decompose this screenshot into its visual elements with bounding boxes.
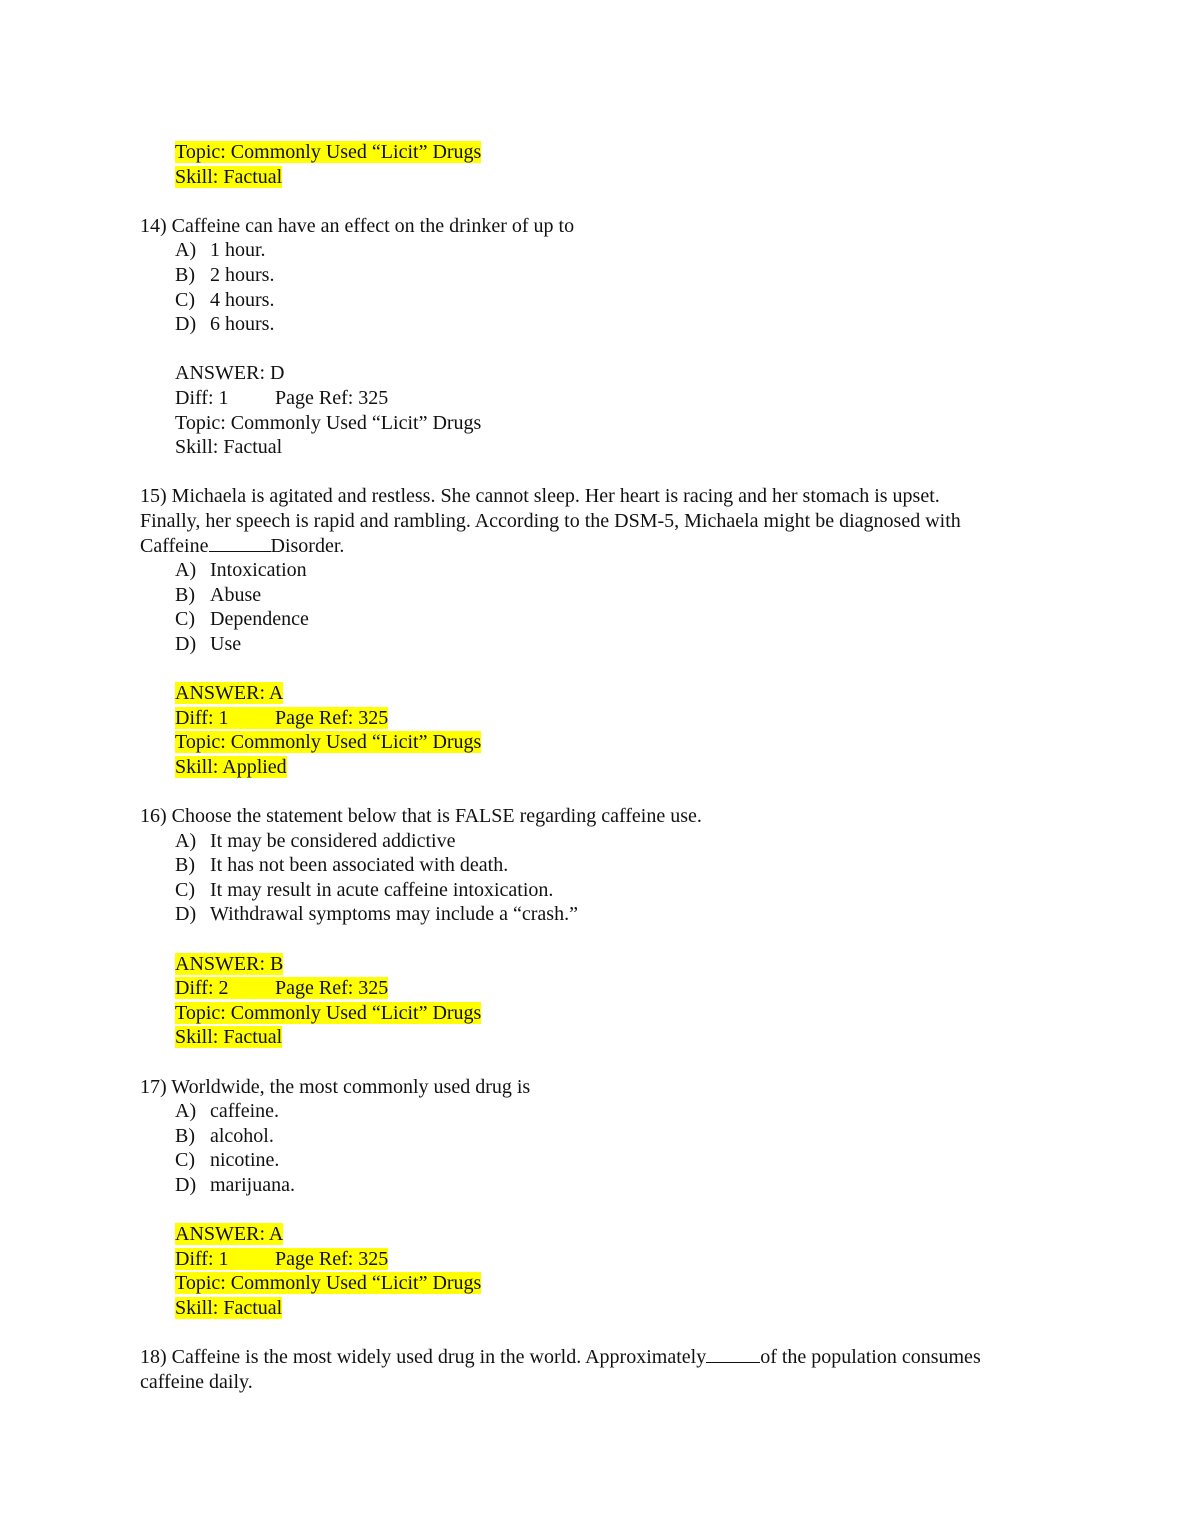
option-a: A) It may be considered addictive [175,829,456,852]
option-d: D) marijuana. [175,1173,295,1196]
question-18 [140,1345,1060,1394]
diff-line: Diff: 1 Page Ref: 325 [175,706,389,729]
option-b: B) alcohol. [175,1124,274,1147]
answer-line: ANSWER: D [175,362,285,385]
document-page [140,140,1060,1394]
skill-line: Skill: Factual [175,436,283,459]
question-14 [140,214,1060,460]
option-d: D) Use [175,632,242,655]
question-stem: 16) Choose the statement below that is FALSE regarding caffeine use. [140,805,702,828]
answer-block [175,361,1060,459]
skill-line: Skill: Applied [175,755,287,778]
answer-line: ANSWER: A [175,682,284,705]
answer-block [175,681,1060,779]
diff-line: Diff: 1 Page Ref: 325 [175,1247,389,1270]
option-d: D) 6 hours. [175,313,275,336]
option-c: C) It may result in acute caffeine intoxication. [175,878,554,901]
fill-blank [209,550,271,552]
answer-line: ANSWER: A [175,1223,284,1246]
option-d: D) Withdrawal symptoms may include a “crash.” [175,903,578,926]
question-16 [140,804,1060,1050]
question-stem-line-2: caffeine daily. [140,1370,253,1393]
question-stem-line-1: 15) Michaela is agitated and restless. She cannot sleep. Her heart is racing and her stomach is upset. [140,485,940,508]
question-stem-line-1: 18) Caffeine is the most widely used drug in the world. Approximately of the population consumes [140,1346,981,1369]
option-a: A) caffeine. [175,1100,280,1123]
question-15 [140,484,1060,779]
diff-line: Diff: 1 Page Ref: 325 [175,386,389,409]
option-b: B) 2 hours. [175,263,275,286]
topic-line: Topic: Commonly Used “Licit” Drugs [175,141,482,163]
topic-line: Topic: Commonly Used “Licit” Drugs [175,731,482,754]
answer-line: ANSWER: B [175,952,284,975]
question-stem: 14) Caffeine can have an effect on the drinker of up to [140,214,575,237]
topic-line: Topic: Commonly Used “Licit” Drugs [175,1001,482,1024]
option-c: C) 4 hours. [175,288,275,311]
question-stem: 17) Worldwide, the most commonly used drug is [140,1075,531,1098]
option-c: C) Dependence [175,608,309,631]
question-stem-line-2: Finally, her speech is rapid and rambling. According to the DSM-5, Michaela might be diagnosed with [140,509,961,532]
question-stem-line-3: Caffeine Disorder. [140,534,345,557]
prev-question-meta [175,140,1060,189]
fill-blank [706,1361,760,1363]
option-a: A) Intoxication [175,559,307,582]
topic-line: Topic: Commonly Used “Licit” Drugs [175,1272,482,1295]
topic-line: Topic: Commonly Used “Licit” Drugs [175,411,482,434]
answer-block [175,952,1060,1050]
skill-line: Skill: Factual [175,165,283,188]
skill-line: Skill: Factual [175,1026,283,1049]
option-b: B) It has not been associated with death. [175,854,509,877]
question-17 [140,1075,1060,1321]
answer-block [175,1222,1060,1320]
option-b: B) Abuse [175,583,262,606]
option-a: A) 1 hour. [175,239,266,262]
diff-line: Diff: 2 Page Ref: 325 [175,977,389,1000]
skill-line: Skill: Factual [175,1296,283,1319]
option-c: C) nicotine. [175,1149,280,1172]
